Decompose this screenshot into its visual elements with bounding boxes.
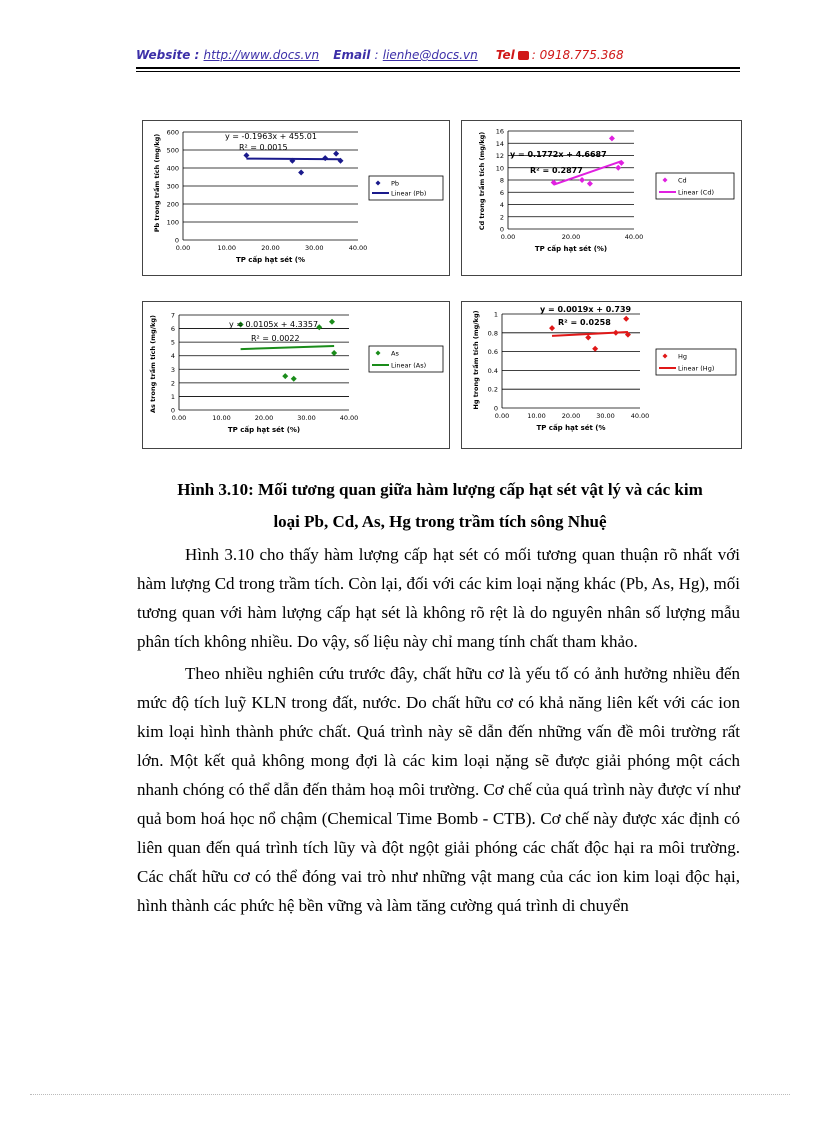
website-label: Website :	[136, 48, 200, 62]
header-rule	[136, 67, 740, 69]
y-tick-label: 2	[499, 213, 504, 222]
chart-as-svg	[143, 302, 449, 448]
regression-equation: y = 0.0019x + 0.739	[540, 305, 632, 314]
y-tick-label: 4	[499, 201, 504, 209]
x-axis-label: TP cấp hạt sét (%	[235, 256, 306, 264]
data-point	[549, 325, 555, 331]
regression-equation: y = 0.1772x + 4.6687	[510, 150, 607, 159]
y-tick-label: 200	[166, 200, 179, 209]
y-tick-label: 6	[170, 325, 175, 334]
y-tick-label: 600	[166, 128, 179, 137]
website-link[interactable]: http://www.docs.vn	[203, 48, 320, 62]
y-tick-label: 0	[493, 404, 498, 413]
data-point	[623, 316, 629, 322]
legend-label-series: Pb	[391, 179, 400, 188]
x-tick-label: 30.00	[304, 244, 324, 252]
x-axis-label: TP cấp hạt sét (%	[536, 424, 606, 432]
trend-line	[241, 346, 335, 349]
r-squared-label: R² = 0.0022	[251, 334, 300, 343]
x-tick-label: 30.00	[596, 412, 615, 420]
legend-label-linear: Linear (Pb)	[391, 189, 427, 198]
email-link[interactable]: lienhe@docs.vn	[382, 48, 478, 62]
legend-label-series: Hg	[678, 352, 688, 361]
paragraph-2: Theo nhiều nghiên cứu trước đây, chất hữu cơ là yếu tố có ảnh hưởng nhiều đến mức độ tích luỹ KLN trong đất, nước. Do chất hữu cơ có khả năng liên kết với các ion kim loại hình thành phức chất. Quá trình này sẽ dẫn đến những vấn đề môi trường rất lớn. Một kết quả không mong đợi là các kim loại nặng sẽ được giải phóng một cách nhanh chóng có thể dẫn đến thảm hoạ môi trường. Cơ chế của quá trình này được ví như quả bom hoá học nổ chậm (Chemical Time Bomb - CTB). Cơ chế này được xác định có liên quan đến quá trình tích lũy và đột ngột giải phóng các chất độc hại ra môi trường. Các chất hữu cơ có thể đóng vai trò như những vật mang của các ion kim loại độc hại, hình thành các phức hệ bền vững và làm tăng cường quá trình di chuyển	[137, 664, 740, 915]
x-tick-label: 10.00	[212, 414, 231, 422]
data-point	[329, 319, 335, 325]
x-tick-label: 0.00	[500, 233, 516, 241]
y-axis-label: Pb trong trầm tích (mg/kg)	[153, 133, 161, 233]
regression-equation: y = -0.1963x + 455.01	[225, 132, 317, 141]
x-tick-label: 20.00	[254, 414, 274, 422]
y-tick-label: 0	[174, 236, 179, 245]
x-tick-label: 20.00	[561, 412, 581, 420]
data-point	[615, 165, 621, 171]
body-text	[137, 540, 740, 920]
y-tick-label: 10	[495, 164, 504, 173]
data-point	[322, 155, 328, 161]
y-tick-label: 1	[170, 392, 175, 401]
x-tick-label: 40.00	[624, 233, 644, 241]
legend-label-series: Cd	[678, 176, 687, 185]
chart-pb	[142, 120, 450, 276]
data-point	[618, 160, 624, 166]
y-tick-label: 0.8	[487, 329, 498, 338]
y-axis-label: As trong trầm tích (mg/kg)	[149, 314, 157, 414]
legend-label-series: As	[391, 349, 399, 358]
y-tick-label: 500	[166, 146, 179, 155]
x-tick-label: 0.00	[175, 244, 191, 252]
data-point	[585, 335, 591, 341]
x-tick-label: 30.00	[297, 414, 316, 422]
y-tick-label: 0	[170, 406, 175, 415]
chart-hg	[461, 301, 742, 449]
r-squared-label: R² = 0.0015	[239, 143, 288, 152]
y-tick-label: 5	[170, 338, 175, 347]
chart-cd-svg	[462, 121, 741, 275]
y-tick-label: 0.4	[487, 366, 498, 375]
figure-caption-line2: loại Pb, Cd, As, Hg trong trầm tích sông Nhuệ	[273, 512, 607, 531]
email-separator: :	[374, 48, 379, 62]
y-tick-label: 0.2	[487, 385, 498, 394]
chart-as	[142, 301, 450, 449]
data-point	[333, 151, 339, 157]
x-axis-label: TP cấp hạt sét (%)	[534, 245, 608, 253]
x-tick-label: 20.00	[261, 244, 280, 252]
y-tick-label: 2	[170, 379, 175, 388]
header-rule-thin	[136, 71, 740, 72]
y-tick-label: 1	[493, 310, 498, 319]
email-label: Email	[333, 48, 371, 62]
x-tick-label: 40.00	[348, 244, 368, 252]
data-point	[243, 152, 249, 158]
data-point	[592, 346, 598, 352]
x-tick-label: 0.00	[494, 412, 510, 420]
x-tick-label: 0.00	[171, 414, 187, 422]
data-point	[613, 330, 619, 336]
x-axis-label: TP cấp hạt sét (%)	[227, 426, 301, 434]
x-tick-label: 10.00	[217, 244, 237, 252]
x-tick-label: 40.00	[339, 414, 359, 422]
legend-label-linear: Linear (Hg)	[678, 364, 715, 373]
data-point	[331, 350, 337, 356]
y-tick-label: 16	[495, 127, 504, 136]
y-tick-label: 400	[166, 164, 179, 173]
chart-pb-svg	[143, 121, 449, 275]
y-tick-label: 300	[166, 182, 179, 191]
tel-value: : 0918.775.368	[531, 48, 624, 62]
data-point	[291, 376, 297, 382]
y-tick-label: 100	[166, 218, 179, 227]
x-tick-label: 40.00	[630, 412, 650, 420]
footer-rule	[30, 1094, 790, 1095]
y-axis-label: Hg trong trầm tích (mg/kg)	[472, 310, 480, 410]
y-tick-label: 14	[495, 139, 504, 148]
chart-hg-svg	[462, 302, 741, 448]
figure-caption-line1: Hình 3.10: Mối tương quan giữa hàm lượng cấp hạt sét vật lý và các kim	[177, 480, 703, 499]
y-tick-label: 4	[170, 352, 175, 361]
y-tick-label: 3	[170, 365, 175, 374]
data-point	[282, 373, 288, 379]
y-axis-label: Cd trong trầm tích (mg/kg)	[478, 131, 486, 231]
chart-cd	[461, 120, 742, 276]
r-squared-label: R² = 0.0258	[558, 318, 611, 327]
legend-label-linear: Linear (As)	[391, 361, 427, 370]
x-tick-label: 20.00	[561, 233, 581, 241]
regression-equation: y = 0.0105x + 4.3357	[229, 320, 319, 329]
legend-label-linear: Linear (Cd)	[678, 188, 715, 197]
data-point	[298, 170, 304, 176]
data-point	[587, 181, 593, 187]
y-tick-label: 7	[170, 311, 175, 320]
data-point	[579, 177, 585, 183]
y-tick-label: 0.6	[487, 348, 498, 357]
x-tick-label: 10.00	[527, 412, 546, 420]
y-tick-label: 8	[499, 176, 504, 185]
y-tick-label: 0	[499, 225, 504, 234]
phone-icon	[518, 51, 529, 60]
y-tick-label: 6	[499, 188, 504, 197]
y-tick-label: 12	[495, 152, 504, 160]
tel-label: Tel	[495, 48, 515, 62]
r-squared-label: R² = 0.2877	[530, 166, 583, 175]
data-point	[609, 135, 615, 141]
paragraph-1: Hình 3.10 cho thấy hàm lượng cấp hạt sét có mối tương quan thuận rõ nhất với hàm lượng Cd trong trầm tích. Còn lại, đối với các kim loại nặng khác (Pb, As, Hg), mối tương quan với hàm lượng cấp hạt sét là không rõ rệt là do nguyên nhân số lượng mẫu phân tích không nhiều. Do vậy, số liệu này chỉ mang tính chất tham khảo.	[137, 545, 740, 651]
